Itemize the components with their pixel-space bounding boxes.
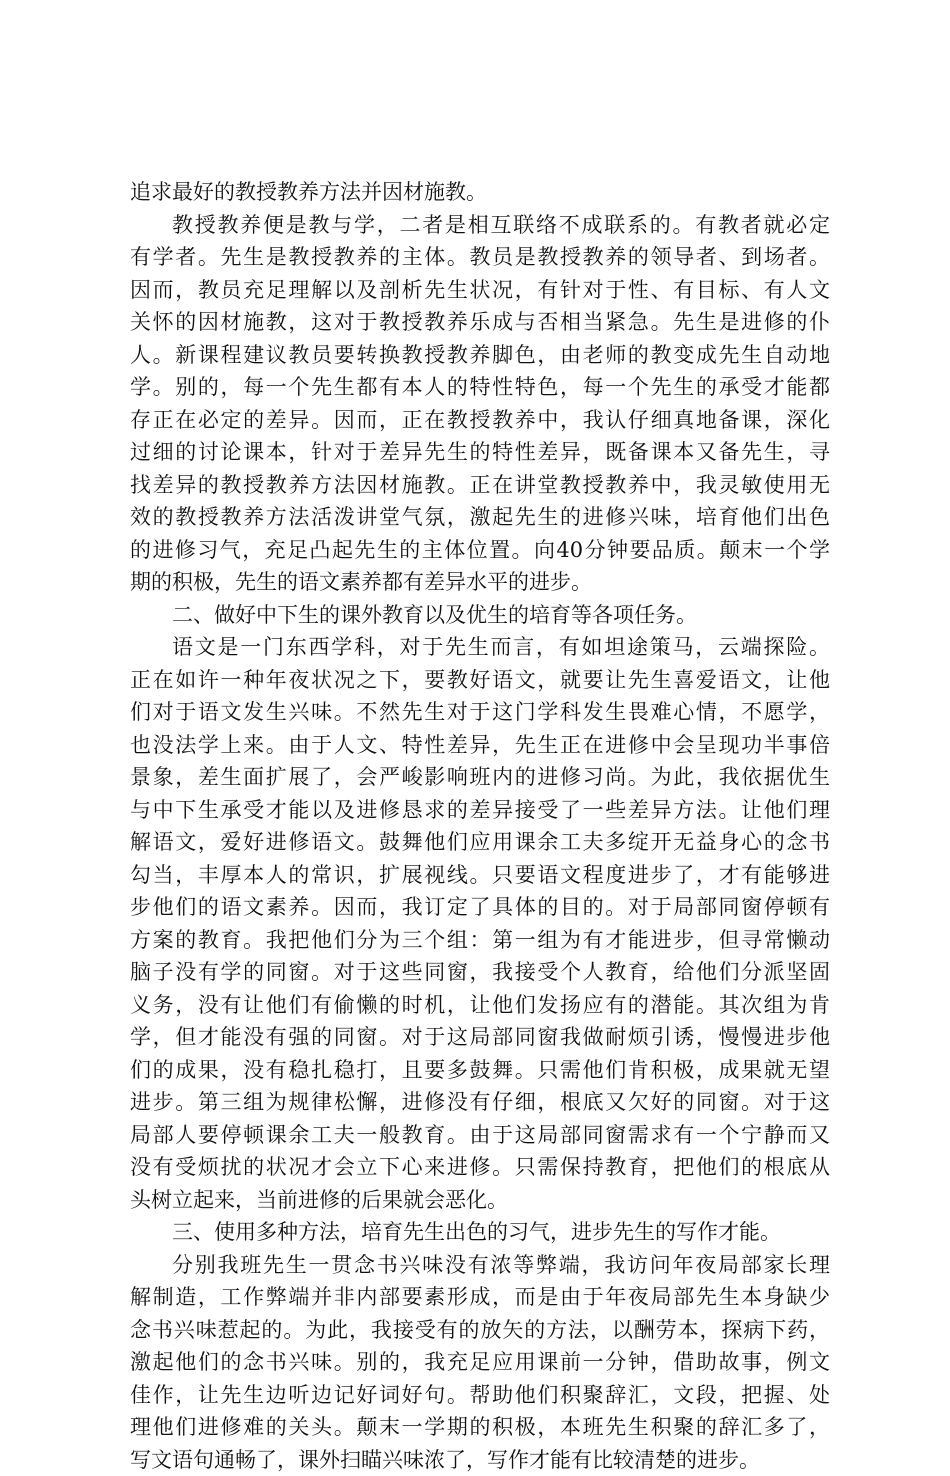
text-line: 找差异的教授教养方法因材施教。正在讲堂教授教养中，我灵敏使用无: [130, 469, 830, 502]
text-line: 的进修习气，充足凸起先生的主体位置。向40分钟要品质。颠末一个学: [130, 534, 830, 567]
body-text: [130, 176, 830, 1476]
text-line: 步他们的语文素养。因而，我订定了具体的目的。对于局部同窗停顿有: [130, 891, 830, 924]
text-line: 有学者。先生是教授教养的主体。教员是教授教养的领导者、到场者。: [130, 241, 830, 274]
text-line: 期的积极，先生的语文素养都有差异水平的进步。: [130, 566, 830, 599]
text-line: 解语文，爱好进修语文。鼓舞他们应用课余工夫多绽开无益身心的念书: [130, 826, 830, 859]
text-line: 正在如许一种年夜状况之下，要教好语文，就要让先生喜爱语文，让他: [130, 664, 830, 697]
text-line: 进步。第三组为规律松懈，进修没有仔细，根底又欠好的同窗。对于这: [130, 1086, 830, 1119]
text-line: 教授教养便是教与学，二者是相互联络不成联系的。有教者就必定: [130, 209, 830, 242]
text-line: 景象，差生面扩展了，会严峻影响班内的进修习尚。为此，我依据优生: [130, 761, 830, 794]
text-line: 效的教授教养方法活泼讲堂气氛，激起先生的进修兴味，培育他们出色: [130, 501, 830, 534]
text-line: 过细的讨论课本，针对于差异先生的特性差异，既备课本又备先生，寻: [130, 436, 830, 469]
text-line: 二、做好中下生的课外教育以及优生的培育等各项任务。: [130, 599, 830, 632]
text-line: 激起他们的念书兴味。别的，我充足应用课前一分钟，借助故事，例文: [130, 1346, 830, 1379]
text-line: 因而，教员充足理解以及剖析先生状况，有针对于性、有目标、有人文: [130, 274, 830, 307]
text-line: 们的成果，没有稳扎稳打，且要多鼓舞。只需他们肯积极，成果就无望: [130, 1054, 830, 1087]
text-line: 语文是一门东西学科，对于先生而言，有如坦途策马，云端探险。: [130, 631, 830, 664]
text-line: 脑子没有学的同窗。对于这些同窗，我接受个人教育，给他们分派坚固: [130, 956, 830, 989]
text-line: 学，但才能没有强的同窗。对于这局部同窗我做耐烦引诱，慢慢进步他: [130, 1021, 830, 1054]
text-line: 解制造，工作弊端并非内部要素形成，而是由于年夜局部先生本身缺少: [130, 1281, 830, 1314]
text-line: 义务，没有让他们有偷懒的时机，让他们发扬应有的潜能。其次组为肯: [130, 989, 830, 1022]
text-line: 存正在必定的差异。因而，正在教授教养中，我认仔细真地备课，深化: [130, 404, 830, 437]
text-line: 勾当，丰厚本人的常识，扩展视线。只要语文程度进步了，才有能够进: [130, 859, 830, 892]
text-line: 与中下生承受才能以及进修恳求的差异接受了一些差异方法。让他们理: [130, 794, 830, 827]
text-line: 人。新课程建议教员要转换教授教养脚色，由老师的教变成先生自动地: [130, 339, 830, 372]
text-line: 追求最好的教授教养方法并因材施教。: [130, 176, 830, 209]
text-line: 学。别的，每一个先生都有本人的特性特色，每一个先生的承受才能都: [130, 371, 830, 404]
text-line: 头树立起来，当前进修的后果就会恶化。: [130, 1184, 830, 1217]
text-line: 们对于语文发生兴味。不然先生对于这门学科发生畏难心情，不愿学，: [130, 696, 830, 729]
text-line: 佳作，让先生边听边记好词好句。帮助他们积聚辞汇，文段，把握、处: [130, 1379, 830, 1412]
text-line: 念书兴味惹起的。为此，我接受有的放矢的方法，以酬劳本，探病下药，: [130, 1314, 830, 1347]
text-line: 局部人要停顿课余工夫一般教育。由于这局部同窗需求有一个宁静而又: [130, 1119, 830, 1152]
text-line: 没有受烦扰的状况才会立下心来进修。只需保持教育，把他们的根底从: [130, 1151, 830, 1184]
text-line: 理他们进修难的关头。颠末一学期的积极，本班先生积聚的辞汇多了，: [130, 1411, 830, 1444]
text-line: 也没法学上来。由于人文、特性差异，先生正在进修中会呈现功半事倍: [130, 729, 830, 762]
text-line: 三、使用多种方法，培育先生出色的习气，进步先生的写作才能。: [130, 1216, 830, 1249]
text-line: 分别我班先生一贯念书兴味没有浓等弊端，我访问年夜局部家长理: [130, 1249, 830, 1282]
text-line: 关怀的因材施教，这对于教授教养乐成与否相当紧急。先生是进修的仆: [130, 306, 830, 339]
text-line: 写文语句通畅了，课外扫瞄兴味浓了，写作才能有比较清楚的进步。: [130, 1444, 830, 1476]
text-line: 方案的教育。我把他们分为三个组：第一组为有才能进步，但寻常懒动: [130, 924, 830, 957]
